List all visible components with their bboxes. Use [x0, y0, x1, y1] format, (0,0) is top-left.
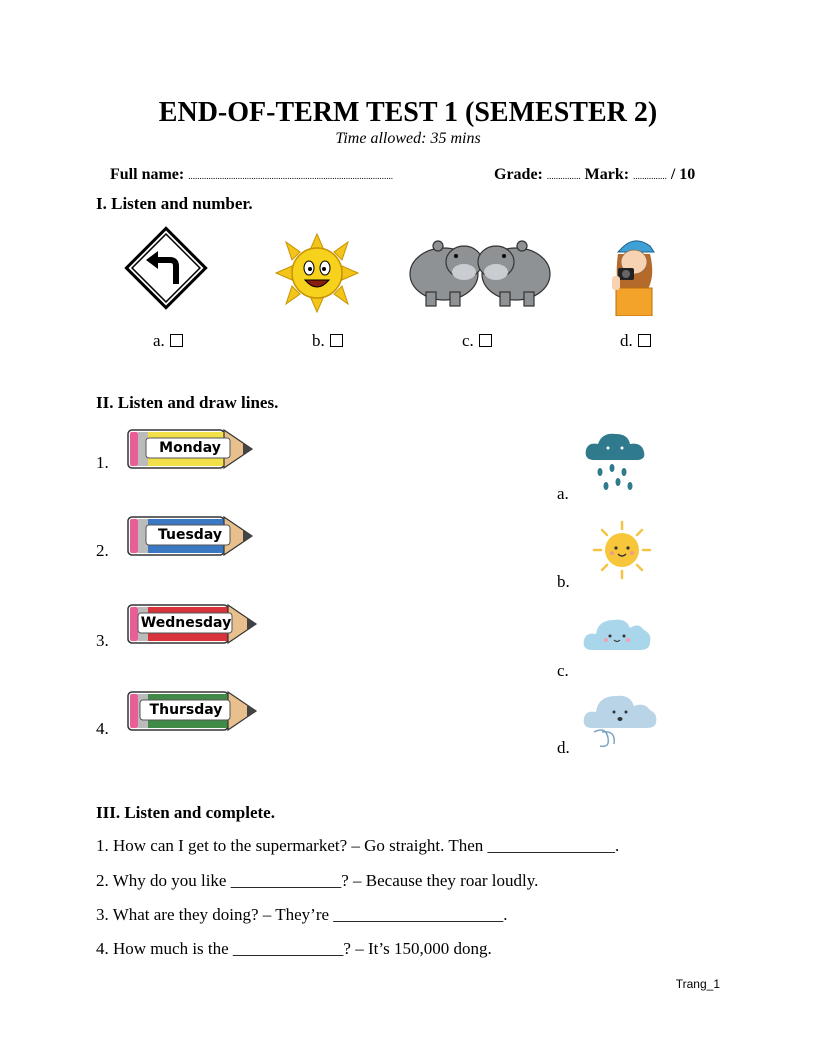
turn-left-sign-icon	[124, 226, 208, 310]
full-name-label: Full name:	[110, 166, 185, 183]
option-b-checkbox[interactable]	[330, 334, 343, 347]
option-c-checkbox[interactable]	[479, 334, 492, 347]
option-b[interactable]	[312, 331, 343, 351]
day-number-2: 2.	[96, 541, 109, 560]
question-line-1[interactable]: 1. How can I get to the supermarket? – Go straight. Then _______________.	[96, 836, 620, 855]
option-a[interactable]	[153, 331, 183, 351]
rainy-cloud-icon[interactable]	[580, 428, 652, 498]
pencil-wednesday[interactable]	[126, 603, 260, 650]
option-c[interactable]	[462, 331, 492, 351]
smiling-sun-icon	[272, 232, 362, 314]
page-title: END-OF-TERM TEST 1 (SEMESTER 2)	[158, 97, 658, 128]
hippos-icon	[406, 230, 554, 310]
option-d[interactable]	[620, 331, 651, 351]
day-number-3: 3.	[96, 631, 109, 650]
section-heading-listen-complete: III. Listen and complete.	[96, 803, 275, 822]
sun-icon[interactable]	[580, 520, 652, 580]
pencil-tuesday-label: Tuesday	[158, 527, 222, 543]
pencil-monday[interactable]	[126, 428, 256, 475]
grade-blank[interactable]: ...............	[546, 171, 581, 181]
pencil-thursday-label: Thursday	[149, 702, 223, 718]
windy-cloud-icon[interactable]	[580, 688, 660, 754]
option-a-label: a.	[153, 331, 165, 350]
weather-letter-b: b.	[557, 572, 570, 591]
day-number-4: 4.	[96, 719, 109, 738]
pencil-wednesday-label: Wednesday	[140, 615, 232, 631]
question-line-3[interactable]: 3. What are they doing? – They’re ____________________.	[96, 905, 508, 924]
pencil-tuesday[interactable]	[126, 515, 256, 562]
option-b-label: b.	[312, 331, 325, 350]
section-heading-draw-lines: II. Listen and draw lines.	[96, 393, 279, 412]
option-c-label: c.	[462, 331, 474, 350]
pencil-thursday[interactable]	[126, 690, 260, 737]
mark-blank[interactable]: ...............	[633, 171, 667, 181]
option-d-label: d.	[620, 331, 633, 350]
girl-photographer-icon	[604, 232, 664, 316]
question-line-2[interactable]: 2. Why do you like _____________? – Because they roar loudly.	[96, 871, 539, 890]
option-a-checkbox[interactable]	[170, 334, 183, 347]
weather-letter-d: d.	[557, 738, 570, 757]
grade-mark-row	[494, 166, 695, 184]
day-number-1: 1.	[96, 453, 109, 472]
section-heading-listen-number: I. Listen and number.	[96, 194, 253, 213]
time-allowed: Time allowed: 35 mins	[335, 130, 481, 147]
question-line-4[interactable]: 4. How much is the _____________? – It’s 150,000 dong.	[96, 939, 492, 958]
weather-letter-a: a.	[557, 484, 569, 503]
mark-total: / 10	[670, 166, 696, 183]
full-name-blank[interactable]: ...........................................................................................	[188, 171, 393, 181]
mark-label: Mark:	[584, 166, 630, 183]
cloud-icon[interactable]	[580, 612, 654, 656]
full-name-row	[110, 166, 393, 184]
grade-label: Grade:	[494, 166, 543, 183]
pencil-monday-label: Monday	[159, 440, 221, 456]
weather-letter-c: c.	[557, 661, 569, 680]
option-d-checkbox[interactable]	[638, 334, 651, 347]
page-footer: Trang_1	[675, 977, 720, 991]
